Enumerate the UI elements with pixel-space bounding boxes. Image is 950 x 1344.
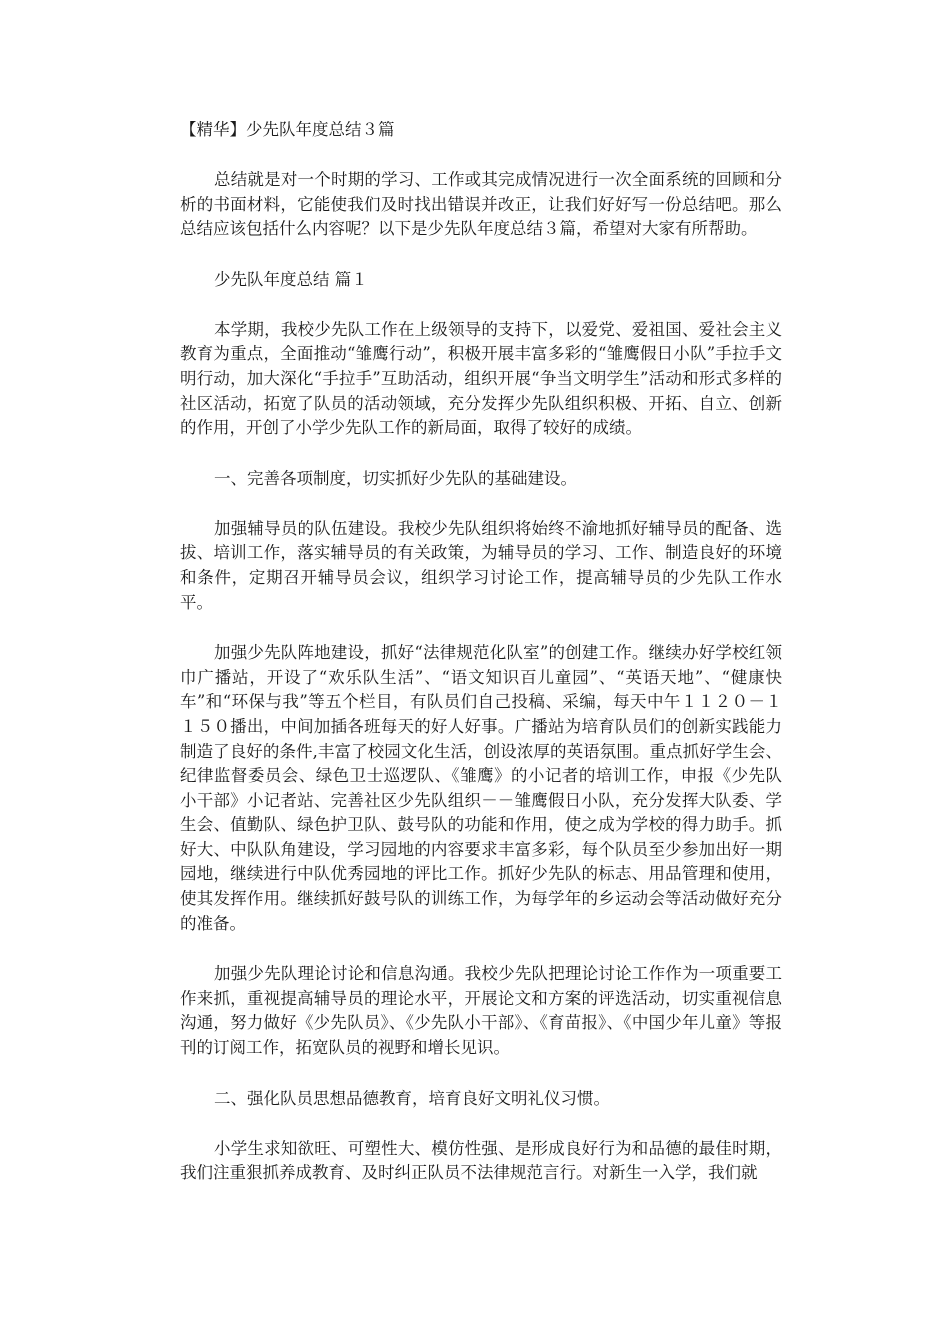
heading-2: 二、强化队员思想品德教育，培育良好文明礼仪习惯。 [214, 1088, 610, 1108]
heading-1: 一、完善各项制度，切实抓好少先队的基础建设。 [214, 468, 577, 488]
document-body [180, 118, 782, 1212]
paragraph-4: 加强少先队理论讨论和信息沟通。我校少先队把理论讨论工作作为一项重要工作来抓，重视提高辅导员的理论水平，开展论文和方案的评选活动，切实重视信息沟通，努力做好《少先队员》、《少先队小干部》、《育苗报》、《中国少年儿童》等报刊的订阅工作，拓宽队员的视野和增长见识。 [180, 964, 782, 1058]
document-title: 【精华】少先队年度总结３篇 [180, 120, 395, 139]
intro-paragraph: 总结就是对一个时期的学习、工作或其完成情况进行一次全面系统的回顾和分析的书面材料，它能使我们及时找出错误并改正，让我们好好写一份总结吧。那么总结应该包括什么内容呢？以下是少先队年度总结３篇，希望对大家有所帮助。 [180, 170, 782, 239]
paragraph-3: 加强少先队阵地建设，抓好“法律规范化队室”的创建工作。继续办好学校红领巾广播站，开设了“欢乐队生活”、“语文知识百儿童园”、“英语天地”、“健康快车”和“环保与我”等五个栏目，有队员们自己投稿、采编，每天中午１１２０－１１５０播出，中间加插各班每天的好人好事。广播站为培育队员们的创新实践能力制造了良好的条件,丰富了校园文化生活，创设浓厚的英语氛围。重点抓好学生会、纪律监督委员会、绿色卫士巡逻队、《雏鹰》的小记者的培训工作，申报《少先队小干部》小记者站、完善社区少先队组织－－雏鹰假日小队，充分发挥大队委、学生会、值勤队、绿色护卫队、鼓号队的功能和作用，使之成为学校的得力助手。抓好大、中队队角建设，学习园地的内容要求丰富多彩，每个队员至少参加出好一期园地，继续进行中队优秀园地的评比工作。抓好少先队的标志、用品管理和使用，使其发挥作用。继续抓好鼓号队的训练工作，为每学年的乡运动会等活动做好充分的准备。 [180, 643, 782, 933]
section-title: 少先队年度总结 篇１ [214, 269, 368, 289]
paragraph-1: 本学期，我校少先队工作在上级领导的支持下，以爱党、爱祖国、爱社会主义教育为重点，全面推动“雏鹰行动”，积极开展丰富多彩的“雏鹰假日小队”手拉手文明行动，加大深化“手拉手”互助活动，组织开展“争当文明学生”活动和形式多样的社区活动，拓宽了队员的活动领域，充分发挥少先队组织积极、开拓、自立、创新的作用，开创了小学少先队工作的新局面，取得了较好的成绩。 [180, 319, 782, 438]
paragraph-2: 加强辅导员的队伍建设。我校少先队组织将始终不渝地抓好辅导员的配备、选拔、培训工作，落实辅导员的有关政策，为辅导员的学习、工作、制造良好的环境和条件，定期召开辅导员会议，组织学习讨论工作，提高辅导员的少先队工作水平。 [180, 518, 782, 612]
paragraph-5: 小学生求知欲旺、可塑性大、模仿性强、是形成良好行为和品德的最佳时期，我们注重狠抓养成教育、及时纠正队员不法律规范言行。对新生一入学，我们就 [180, 1138, 782, 1183]
